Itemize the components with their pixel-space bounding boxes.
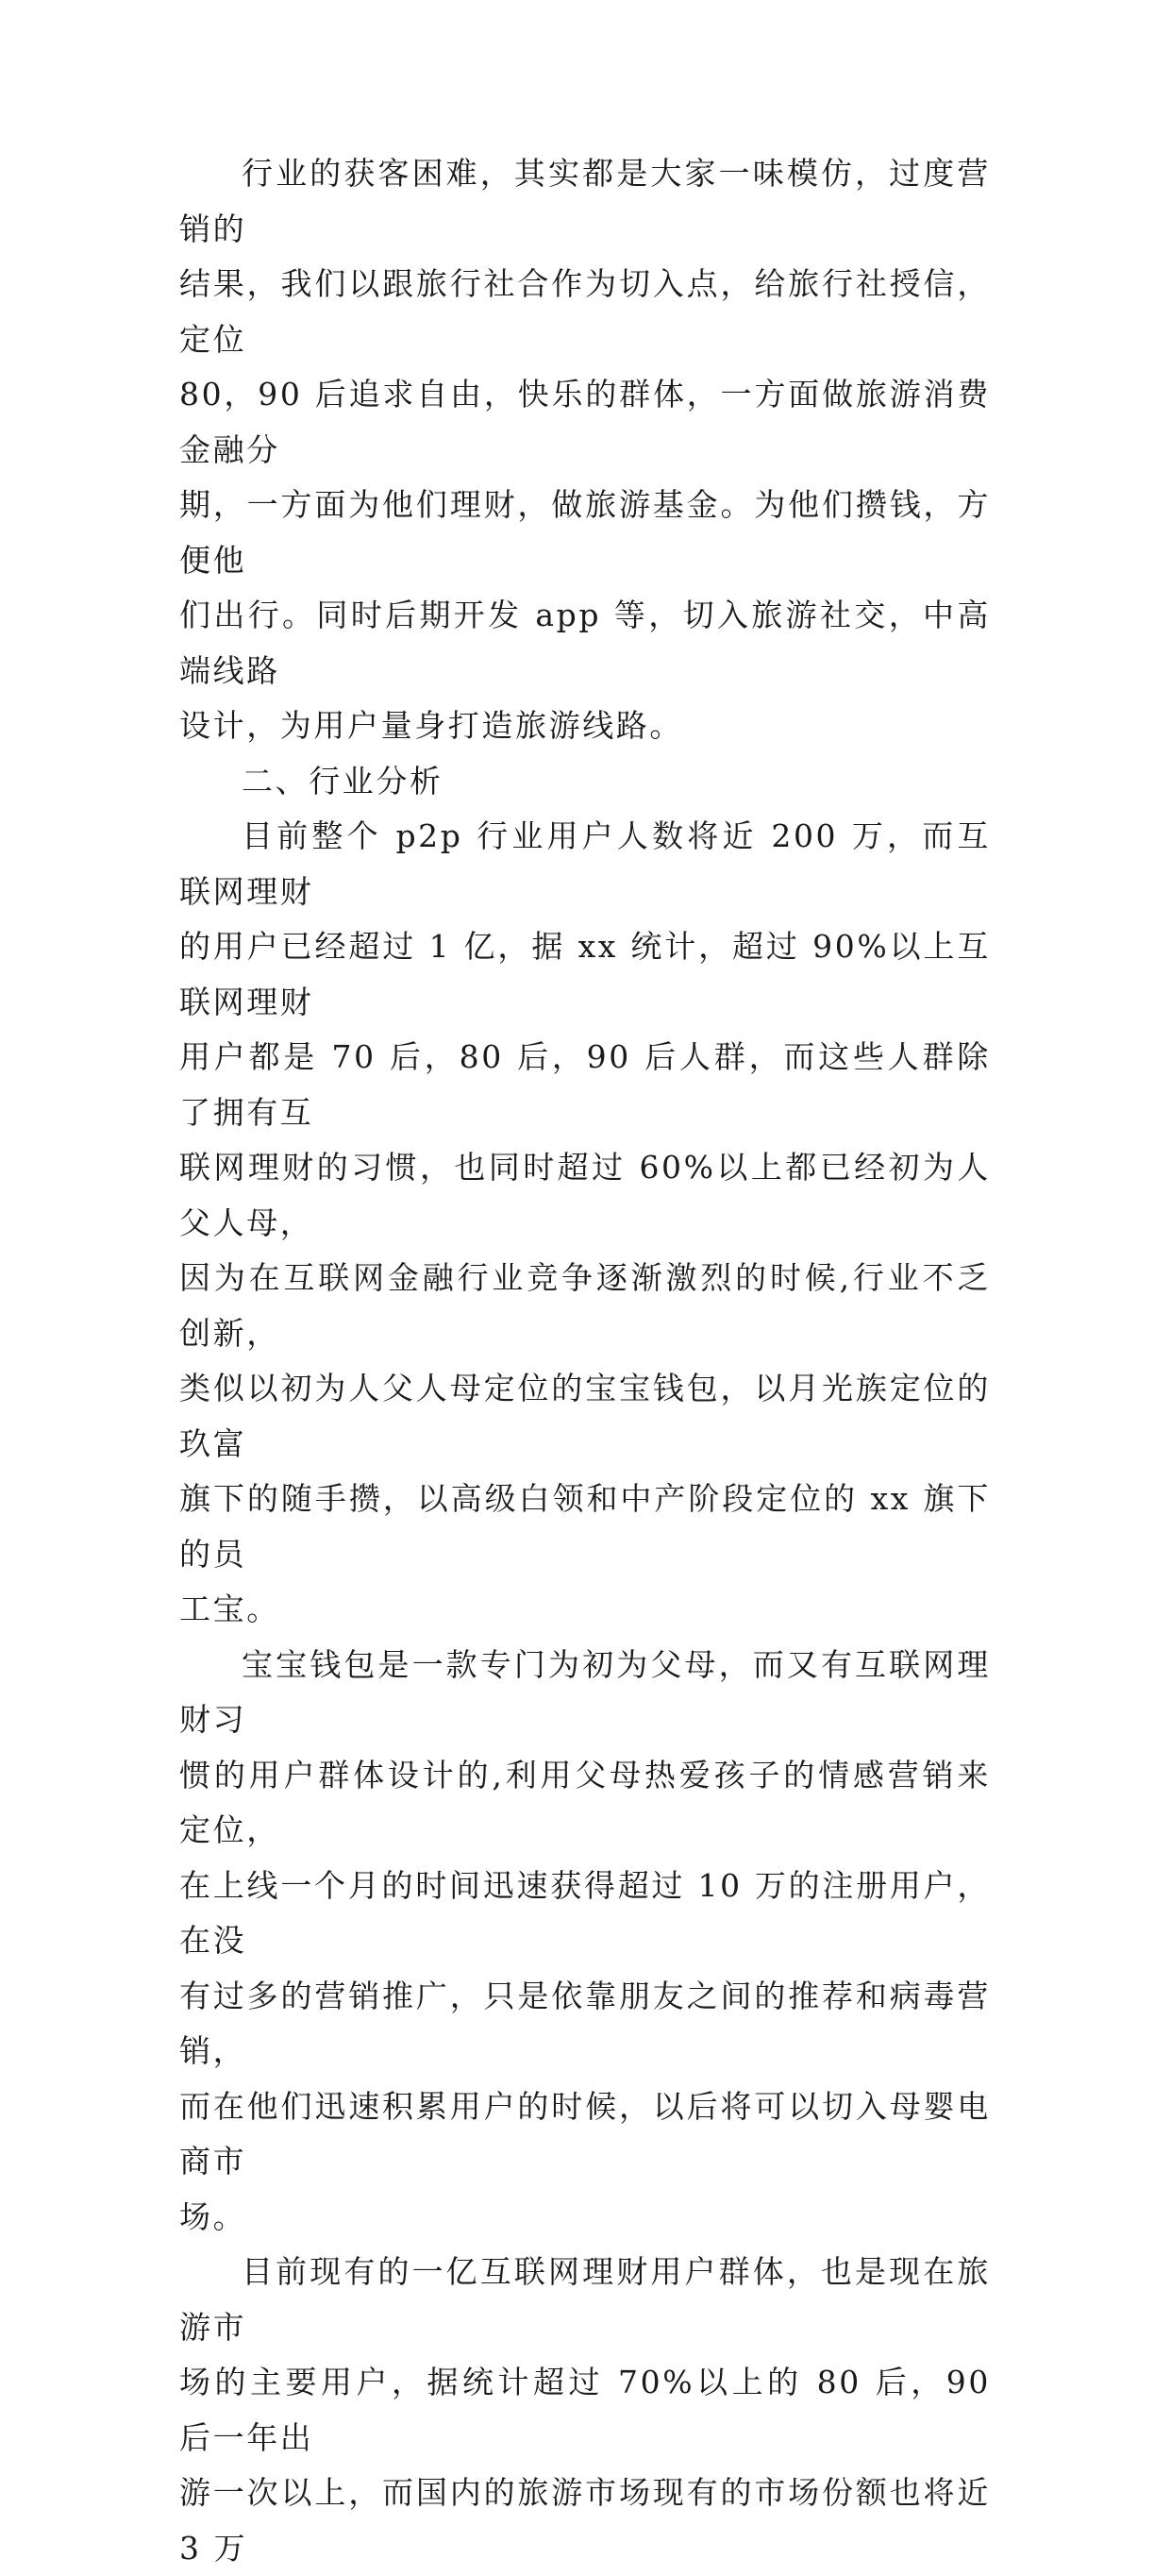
line: 联网理财的习惯，也同时超过 60%以上都已经初为人父人母， (179, 1149, 991, 1241)
line: 宝宝钱包是一款专门为初为父母，而又有互联网理财习 (179, 1645, 991, 1738)
line: 类似以初为人父人母定位的宝宝钱包，以月光族定位的玖富 (179, 1370, 991, 1462)
line: 因为在互联网金融行业竞争逐渐激烈的时候,行业不乏创新， (179, 1259, 991, 1352)
line: 行业的获客困难，其实都是大家一味模仿，过度营销的 (179, 155, 991, 247)
line: 有过多的营销推广，只是依靠朋友之间的推荐和病毒营销， (179, 1977, 991, 2069)
line: 而在他们迅速积累用户的时候，以后将可以切入母婴电商市 (179, 2087, 991, 2180)
line: 游一次以上，而国内的旅游市场现有的市场份额也将近 3 万 (179, 2474, 991, 2567)
section-heading-industry-analysis (179, 754, 991, 810)
line: 旗下的随手攒，以高级白领和中产阶段定位的 xx 旗下的员 (179, 1480, 991, 1573)
paragraph-customer-acquisition (179, 146, 991, 754)
line: 用户都是 70 后，80 后，90 后人群，而这些人群除了拥有互 (179, 1038, 991, 1131)
line: 80，90 后追求自由，快乐的群体，一方面做旅游消费金融分 (179, 376, 991, 468)
line: 惯的用户群体设计的,利用父母热爱孩子的情感营销来定位， (179, 1756, 991, 1848)
line: 场。 (179, 2197, 247, 2235)
line: 工宝。 (179, 1591, 280, 1627)
line: 目前现有的一亿互联网理财用户群体，也是现在旅游市 (179, 2253, 991, 2346)
line: 在上线一个月的时间迅速获得超过 10 万的注册用户，在没 (179, 1866, 991, 1959)
line: 期，一方面为他们理财，做旅游基金。为他们攒钱，方便他 (179, 486, 991, 579)
paragraph-travel-market (179, 2245, 991, 2576)
line: 目前整个 p2p 行业用户人数将近 200 万，而互联网理财 (179, 817, 991, 910)
heading-text: 二、行业分析 (242, 762, 443, 800)
line: 结果，我们以跟旅行社合作为切入点，给旅行社授信，定位 (179, 265, 991, 358)
document-body (179, 146, 991, 2576)
line: 们出行。同时后期开发 app 等，切入旅游社交，中高端线路 (179, 597, 991, 689)
line: 设计，为用户量身打造旅游线路。 (179, 707, 683, 744)
line: 的用户已经超过 1 亿，据 xx 统计，超过 90%以上互联网理财 (179, 928, 991, 1020)
line: 场的主要用户，据统计超过 70%以上的 80 后，90 后一年出 (179, 2364, 991, 2456)
paragraph-baby-wallet (179, 1638, 991, 2246)
paragraph-p2p-users (179, 809, 991, 1638)
